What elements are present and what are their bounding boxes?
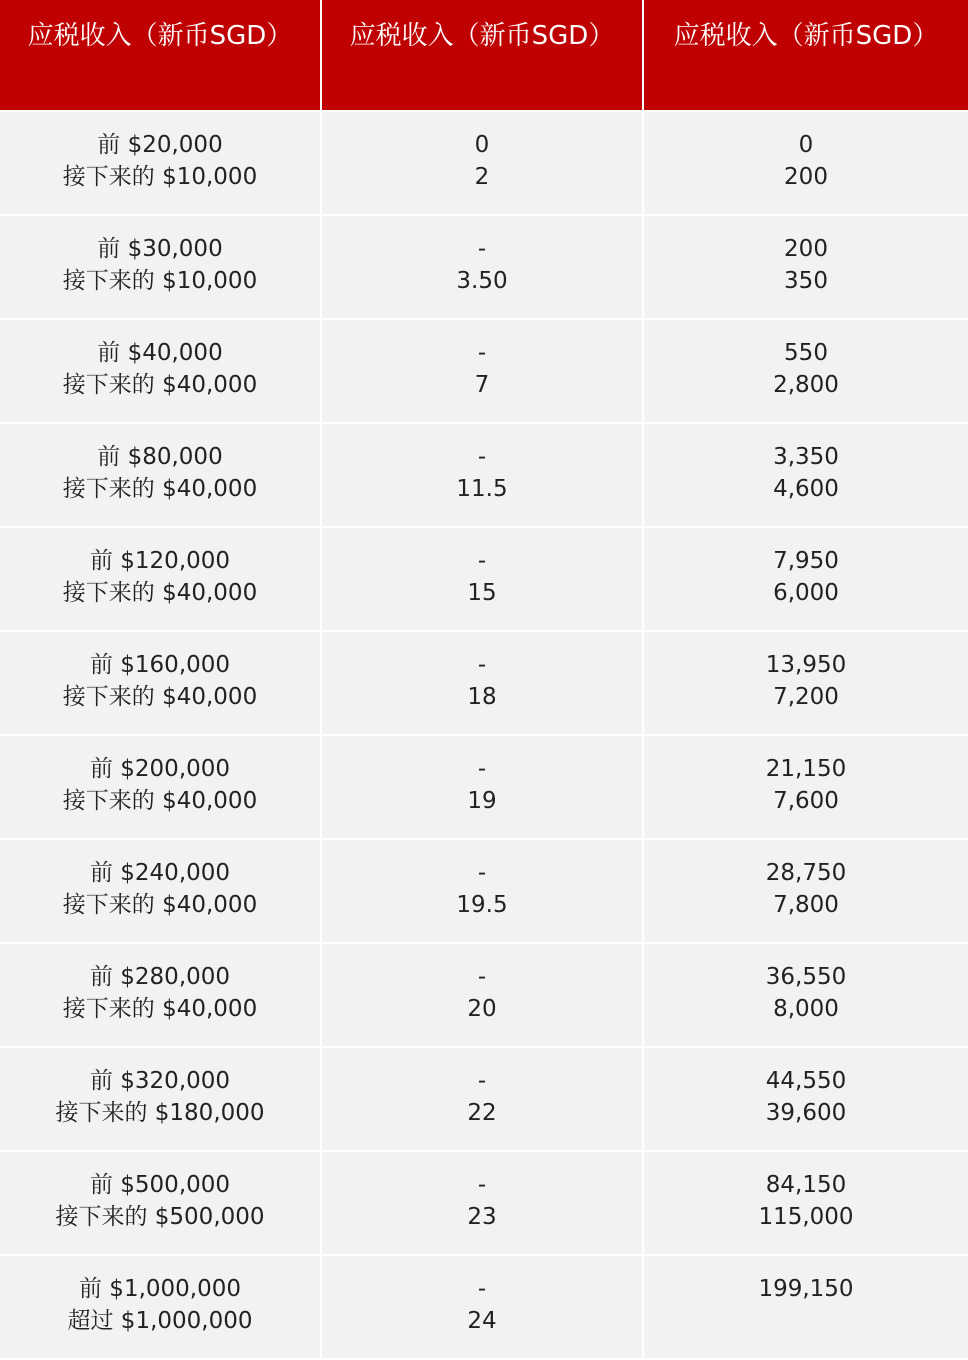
income-cell — [0, 944, 322, 1048]
income-cell-line: 接下来的 $40,000 — [62, 372, 258, 398]
tax-cell-line: 3,350 — [773, 444, 839, 470]
tax-cell — [644, 112, 968, 216]
rate-cell-line: 18 — [467, 684, 497, 710]
rate-cell-line: 19.5 — [456, 892, 508, 918]
tax-cell-line: 2,800 — [773, 372, 839, 398]
income-cell-line: 接下来的 $40,000 — [62, 788, 258, 814]
rate-cell-line: 15 — [467, 580, 497, 606]
income-cell — [0, 320, 322, 424]
tax-cell-line: 36,550 — [765, 964, 847, 990]
rate-cell-line: 22 — [467, 1100, 497, 1126]
income-cell-line: 接下来的 $10,000 — [62, 268, 258, 294]
income-cell — [0, 112, 322, 216]
rate-cell-line: 3.50 — [456, 268, 508, 294]
income-cell — [0, 216, 322, 320]
tax-cell-line: 4,600 — [773, 476, 839, 502]
rate-cell-line: - — [477, 236, 487, 262]
rate-cell-line: 0 — [474, 132, 490, 158]
tax-cell-line: 84,150 — [765, 1172, 847, 1198]
rate-cell — [322, 840, 644, 944]
income-cell-line: 前 $30,000 — [97, 236, 223, 262]
tax-cell — [644, 840, 968, 944]
tax-cell-line: 7,200 — [773, 684, 839, 710]
rate-cell — [322, 112, 644, 216]
income-cell — [0, 840, 322, 944]
tax-cell-line: 21,150 — [765, 756, 847, 782]
header-rate: 应税收入（新币SGD） — [322, 0, 644, 112]
income-cell — [0, 736, 322, 840]
rate-cell-line: - — [477, 860, 487, 886]
tax-cell — [644, 424, 968, 528]
rate-cell-line: - — [477, 964, 487, 990]
rate-cell-line: - — [477, 1172, 487, 1198]
tax-cell-line: 7,600 — [773, 788, 839, 814]
tax-cell — [644, 944, 968, 1048]
tax-cell-line: 44,550 — [765, 1068, 847, 1094]
tax-cell-line: 550 — [784, 340, 828, 366]
rate-cell — [322, 528, 644, 632]
tax-cell — [644, 1048, 968, 1152]
income-cell-line: 接下来的 $40,000 — [62, 684, 258, 710]
tax-cell-line: 13,950 — [765, 652, 847, 678]
rate-cell-line: 24 — [467, 1308, 497, 1334]
income-cell-line: 接下来的 $40,000 — [62, 892, 258, 918]
rate-cell-line: - — [477, 444, 487, 470]
tax-cell — [644, 1256, 968, 1360]
income-cell-line: 前 $40,000 — [97, 340, 223, 366]
income-cell-line: 前 $240,000 — [89, 860, 231, 886]
tax-cell — [644, 320, 968, 424]
income-cell — [0, 1048, 322, 1152]
tax-cell — [644, 528, 968, 632]
header-tax-payable: 应税收入（新币SGD） — [644, 0, 968, 112]
income-cell-line: 前 $320,000 — [89, 1068, 231, 1094]
income-cell-line: 接下来的 $40,000 — [62, 476, 258, 502]
tax-cell-line: 7,800 — [773, 892, 839, 918]
income-cell-line: 前 $20,000 — [97, 132, 223, 158]
tax-cell-line: 0 — [798, 132, 814, 158]
tax-cell-line: 28,750 — [765, 860, 847, 886]
income-cell-line: 接下来的 $40,000 — [62, 996, 258, 1022]
rate-cell — [322, 1152, 644, 1256]
tax-cell-line: 8,000 — [773, 996, 839, 1022]
tax-cell-line: 200 — [784, 236, 828, 262]
rate-cell-line: - — [477, 1276, 487, 1302]
rate-cell-line: - — [477, 756, 487, 782]
header-taxable-income: 应税收入（新币SGD） — [0, 0, 322, 112]
income-cell-line: 超过 $1,000,000 — [67, 1308, 253, 1334]
tax-cell — [644, 1152, 968, 1256]
rate-cell-line: 20 — [467, 996, 497, 1022]
tax-cell-line: 200 — [784, 164, 828, 190]
rate-cell — [322, 944, 644, 1048]
rate-cell-line: 11.5 — [456, 476, 508, 502]
tax-cell-line: 7,950 — [773, 548, 839, 574]
income-cell-line: 前 $120,000 — [89, 548, 231, 574]
rate-cell-line: 2 — [474, 164, 490, 190]
rate-cell-line: - — [477, 1068, 487, 1094]
income-cell-line: 前 $160,000 — [89, 652, 231, 678]
tax-cell-line: 350 — [784, 268, 828, 294]
income-cell-line: 接下来的 $40,000 — [62, 580, 258, 606]
rate-cell — [322, 320, 644, 424]
rate-cell — [322, 632, 644, 736]
income-cell-line: 前 $1,000,000 — [79, 1276, 241, 1302]
income-cell-line: 前 $280,000 — [89, 964, 231, 990]
income-cell — [0, 424, 322, 528]
tax-cell-line: 6,000 — [773, 580, 839, 606]
income-cell — [0, 632, 322, 736]
income-cell-line: 前 $80,000 — [97, 444, 223, 470]
rate-cell-line: - — [477, 548, 487, 574]
rate-cell — [322, 1256, 644, 1360]
income-cell-line: 接下来的 $500,000 — [55, 1204, 265, 1230]
income-cell-line: 前 $200,000 — [89, 756, 231, 782]
tax-cell — [644, 736, 968, 840]
rate-cell-line: - — [477, 340, 487, 366]
rate-cell-line: 7 — [474, 372, 490, 398]
tax-cell-line: 199,150 — [758, 1276, 854, 1302]
tax-cell — [644, 632, 968, 736]
income-cell — [0, 1152, 322, 1256]
rate-cell — [322, 1048, 644, 1152]
rate-cell-line: - — [477, 652, 487, 678]
tax-cell-line: 115,000 — [758, 1204, 854, 1230]
rate-cell — [322, 736, 644, 840]
tax-cell-line: 39,600 — [765, 1100, 847, 1126]
tax-cell — [644, 216, 968, 320]
rate-cell — [322, 424, 644, 528]
income-cell-line: 前 $500,000 — [89, 1172, 231, 1198]
rate-cell-line: 23 — [467, 1204, 497, 1230]
income-cell — [0, 1256, 322, 1360]
income-cell-line: 接下来的 $180,000 — [55, 1100, 265, 1126]
income-cell-line: 接下来的 $10,000 — [62, 164, 258, 190]
rate-cell-line: 19 — [467, 788, 497, 814]
rate-cell — [322, 216, 644, 320]
income-cell — [0, 528, 322, 632]
